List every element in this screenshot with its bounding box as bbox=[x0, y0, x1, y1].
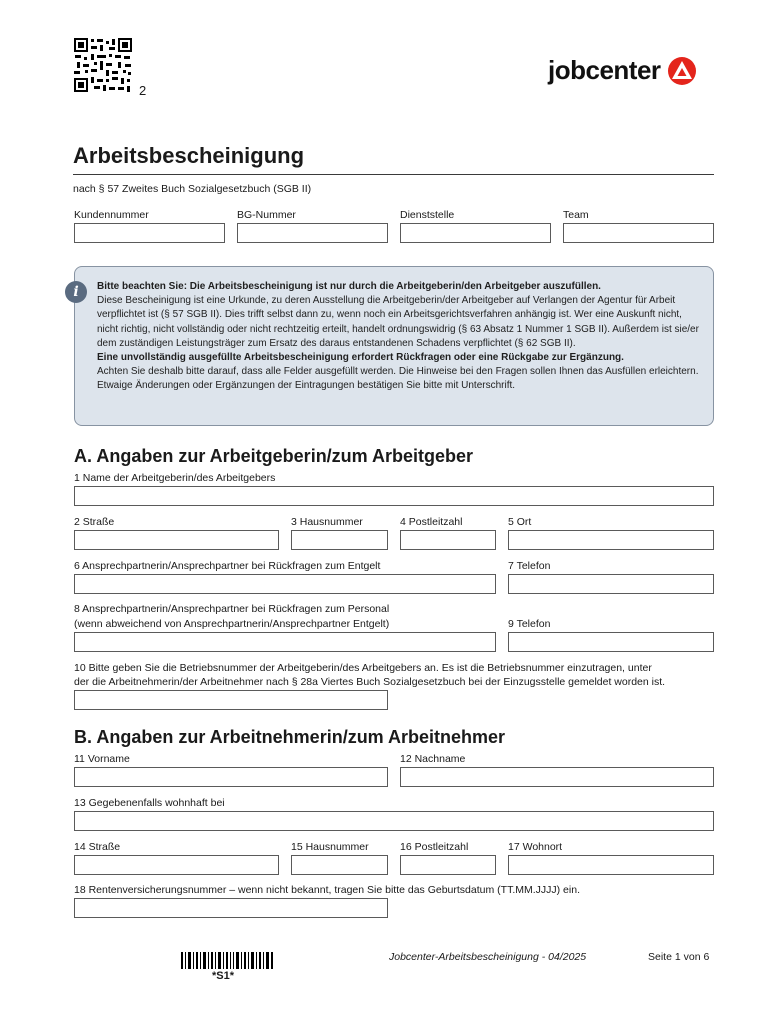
contact-salary-field[interactable] bbox=[74, 574, 496, 594]
jobcenter-logo bbox=[548, 55, 697, 86]
pension-number-field[interactable] bbox=[74, 898, 388, 918]
footer-page-number: Seite 1 von 6 bbox=[648, 951, 710, 963]
field-12-label: 12 Nachname bbox=[400, 753, 466, 765]
bg-nummer-label: BG-Nummer bbox=[237, 209, 296, 221]
kundennummer-field[interactable] bbox=[74, 223, 225, 243]
jobcenter-logo-icon bbox=[667, 56, 697, 86]
barcode-label: *S1* bbox=[212, 970, 235, 982]
section-a-title: A. Angaben zur Arbeitgeberin/zum Arbeitgeber bbox=[74, 446, 474, 466]
title-divider bbox=[73, 174, 714, 175]
info-icon: i bbox=[65, 281, 87, 303]
field-15-label: 15 Hausnummer bbox=[291, 841, 369, 853]
document-title: Arbeitsbescheinigung bbox=[73, 143, 305, 168]
field-8-label: 8 Ansprechpartnerin/Ansprechpartner bei Rückfragen zum Personal bbox=[74, 603, 390, 615]
logo-text: jobcenter bbox=[548, 55, 661, 85]
employee-street-field[interactable] bbox=[74, 855, 279, 875]
employer-name-field[interactable] bbox=[74, 486, 714, 506]
field-5-label: 5 Ort bbox=[508, 516, 532, 528]
field-11-label: 11 Vorname bbox=[74, 753, 130, 765]
field-8-note: (wenn abweichend von Ansprechpartnerin/Ansprechpartner Entgelt) bbox=[74, 618, 390, 630]
employer-street-field[interactable] bbox=[74, 530, 279, 550]
field-17-label: 17 Wohnort bbox=[508, 841, 563, 853]
barcode-icon bbox=[181, 952, 273, 969]
field-4-label: 4 Postleitzahl bbox=[400, 516, 463, 528]
field-1-label: 1 Name der Arbeitgeberin/des Arbeitgebers bbox=[74, 472, 276, 484]
employee-city-field[interactable] bbox=[508, 855, 714, 875]
field-16-label: 16 Postleitzahl bbox=[400, 841, 469, 853]
dienststelle-label: Dienststelle bbox=[400, 209, 455, 221]
employee-postcode-field[interactable] bbox=[400, 855, 496, 875]
field-6-label: 6 Ansprechpartnerin/Ansprechpartner bei Rückfragen zum Entgelt bbox=[74, 560, 381, 572]
phone-salary-field[interactable] bbox=[508, 574, 714, 594]
contact-personnel-field[interactable] bbox=[74, 632, 496, 652]
field-10-note: der die Arbeitnehmerin/der Arbeitnehmer nach § 28a Viertes Buch Sozialgesetzbuch bei der Einzugsstelle gemeldet worden ist. bbox=[74, 676, 666, 688]
team-field[interactable] bbox=[563, 223, 714, 243]
field-14-label: 14 Straße bbox=[74, 841, 121, 853]
phone-personnel-field[interactable] bbox=[508, 632, 714, 652]
document-subtitle: nach § 57 Zweites Buch Sozialgesetzbuch (SGB II) bbox=[73, 183, 312, 195]
field-3-label: 3 Hausnummer bbox=[291, 516, 363, 528]
care-of-field[interactable] bbox=[74, 811, 714, 831]
page-number: 2 bbox=[139, 83, 147, 98]
section-b-title: B. Angaben zur Arbeitnehmerin/zum Arbeitnehmer bbox=[74, 727, 506, 747]
employer-postcode-field[interactable] bbox=[400, 530, 496, 550]
field-13-label: 13 Gegebenenfalls wohnhaft bei bbox=[74, 797, 225, 809]
employer-housenumber-field[interactable] bbox=[291, 530, 388, 550]
notice-text: Bitte beachten Sie: Die Arbeitsbescheinigung ist nur durch die Arbeitgeberin/den Arbeitgeber auszufüllen. Diese Bescheinigung ist eine Urkunde, zu deren Ausstellung die Arbeitgeberin/der Arbeitgeber auf Verlangen der Agentur für Arbeit verpflichtet ist (§ 57 SGB II). Dies trifft selbst dann zu, wenn noch ein Arbeitsgerichtsverfahren anhängig ist. Wer eine Auskunft nicht, nicht richtig, nicht vollständig oder nicht rechtzeitig erteilt, handelt ordnungswidrig (§ 63 Absatz 1 Nummer 1 SGB II). Außerdem ist sie/er dem zuständigen Leistungsträger zum Ersatz des daraus entstandenen Schadens verpflichtet (§ 62 SGB II). Eine unvollständig ausgefüllte Arbeitsbescheinigung erfordert Rückfragen oder eine Rückgabe zur Ergänzung. Achten Sie deshalb bitte darauf, dass alle Felder ausgefüllt werden. Die Hinweise bei den Fragen sollen Ihnen das Ausfüllen erleichtern. Etwaige Änderungen oder Ergänzungen der Eintragungen bestätigen Sie bitte mit Unterschrift. bbox=[97, 281, 699, 392]
first-name-field[interactable] bbox=[74, 767, 388, 787]
field-18-label: 18 Rentenversicherungsnummer – wenn nicht bekannt, tragen Sie bitte das Geburtsdatum (TT.MM.JJJJ) ein. bbox=[74, 884, 580, 896]
footer-document-name: Jobcenter-Arbeitsbescheinigung - 04/2025 bbox=[389, 951, 587, 963]
bg-nummer-field[interactable] bbox=[237, 223, 388, 243]
business-number-field[interactable] bbox=[74, 690, 388, 710]
field-9-label: 9 Telefon bbox=[508, 618, 551, 630]
qr-code-icon bbox=[73, 37, 133, 93]
employee-housenumber-field[interactable] bbox=[291, 855, 388, 875]
dienststelle-field[interactable] bbox=[400, 223, 551, 243]
kundennummer-label: Kundennummer bbox=[74, 209, 149, 221]
field-7-label: 7 Telefon bbox=[508, 560, 551, 572]
employer-city-field[interactable] bbox=[508, 530, 714, 550]
field-2-label: 2 Straße bbox=[74, 516, 115, 528]
last-name-field[interactable] bbox=[400, 767, 714, 787]
notice-box bbox=[74, 266, 714, 426]
team-label: Team bbox=[563, 209, 589, 221]
field-10-label: 10 Bitte geben Sie die Betriebsnummer der Arbeitgeberin/des Arbeitgebers an. Es ist die Betriebsnummer einzutragen, unter bbox=[74, 662, 652, 674]
